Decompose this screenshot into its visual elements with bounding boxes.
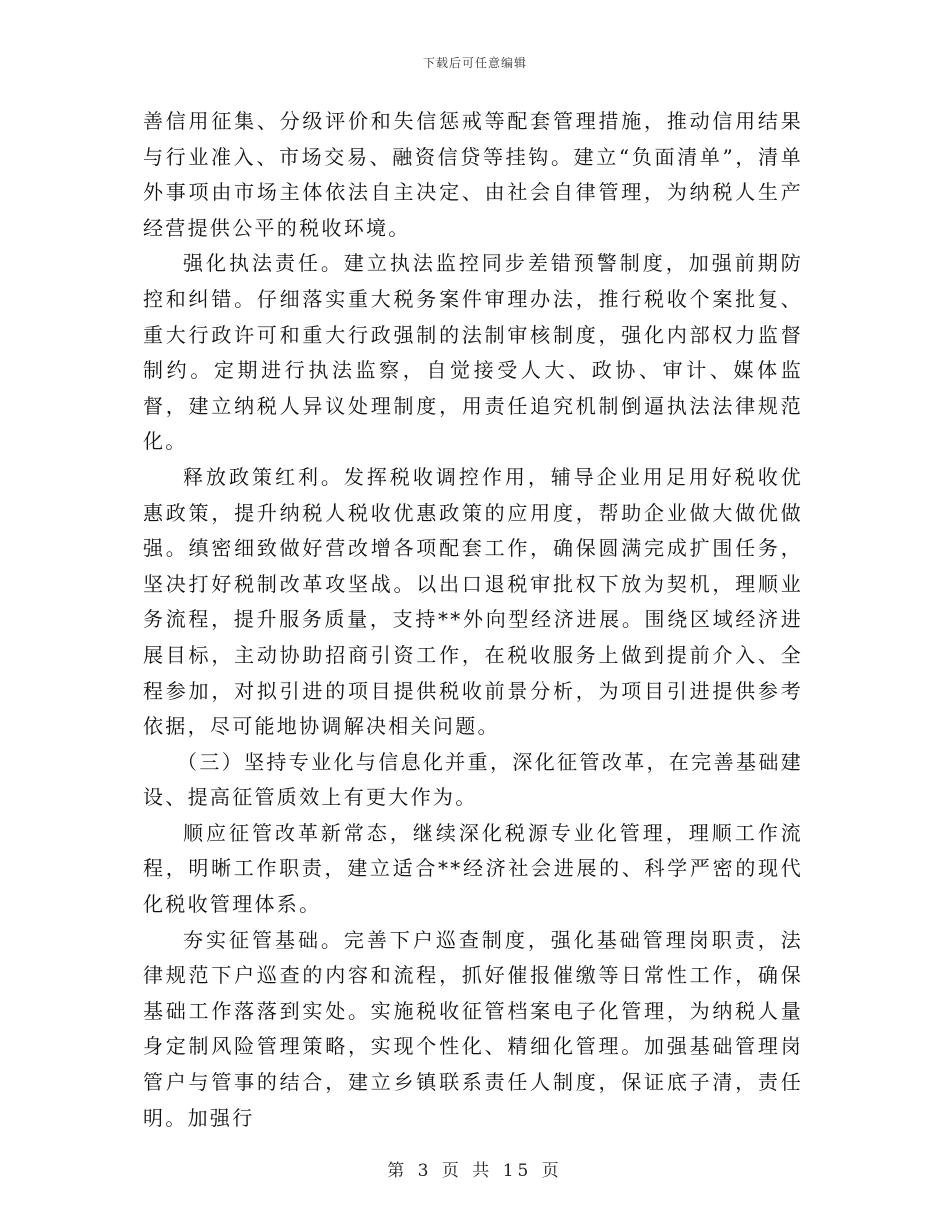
document-body: [143, 104, 803, 1136]
paragraph-credit-continued: 善信用征集、分级评价和失信惩戒等配套管理措施，推动信用结果与行业准入、市场交易、融资信贷等挂钩。建立“负面清单”，清单外事项由市场主体依法自主决定、由社会自律管理，为纳税人生产经营提供公平的税收环境。: [143, 109, 803, 240]
page-header: 下载后可任意编辑: [422, 56, 527, 70]
paragraph-collection-reform: 顺应征管改革新常态，继续深化税源专业化管理，理顺工作流程，明晰工作职责，建立适合**经济社会进展的、科学严密的现代化税收管理体系。: [143, 820, 803, 917]
paragraph-policy-dividend: 释放政策红利。发挥税收调控作用，辅导企业用足用好税收优惠政策，提升纳税人税收优惠政策的应用度，帮助企业做大做优做强。缜密细致做好营改增各项配套工作，确保圆满完成扩围任务，坚决打好税制改革攻坚战。以出口退税审批权下放为契机，理顺业务流程，提升服务质量，支持**外向型经济进展。围绕区域经济进展目标，主动协助招商引资工作，在税收服务上做到提前介入、全程参加，对拟引进的项目提供税收前景分析，为项目引进提供参考依据，尽可能地协调解决相关问题。: [143, 464, 803, 739]
section-heading-three: （三）坚持专业化与信息化并重，深化征管改革，在完善基础建设、提高征管质效上有更大作为。: [143, 749, 803, 810]
paragraph-enforcement-responsibility: 强化执法责任。建立执法监控同步差错预警制度，加强前期防控和纠错。仔细落实重大税务案件审理办法，推行税收个案批复、重大行政许可和重大行政强制的法制审核制度，强化内部权力监督制约。定期进行执法监察，自觉接受人大、政协、审计、媒体监督，建立纳税人异议处理制度，用责任追究机制倒逼执法法律规范化。: [143, 251, 803, 454]
page-number: 第 3 页 共 15 页: [387, 1161, 563, 1181]
paragraph-collection-foundation: 夯实征管基础。完善下户巡查制度，强化基础管理岗职责，法律规范下户巡查的内容和流程，抓好催报催缴等日常性工作，确保基础工作落落到实处。实施税收征管档案电子化管理，为纳税人量身定制风险管理策略，实现个性化、精细化管理。加强基础管理岗管户与管事的结合，建立乡镇联系责任人制度，保证底子清，责任明。加强行: [143, 927, 803, 1130]
